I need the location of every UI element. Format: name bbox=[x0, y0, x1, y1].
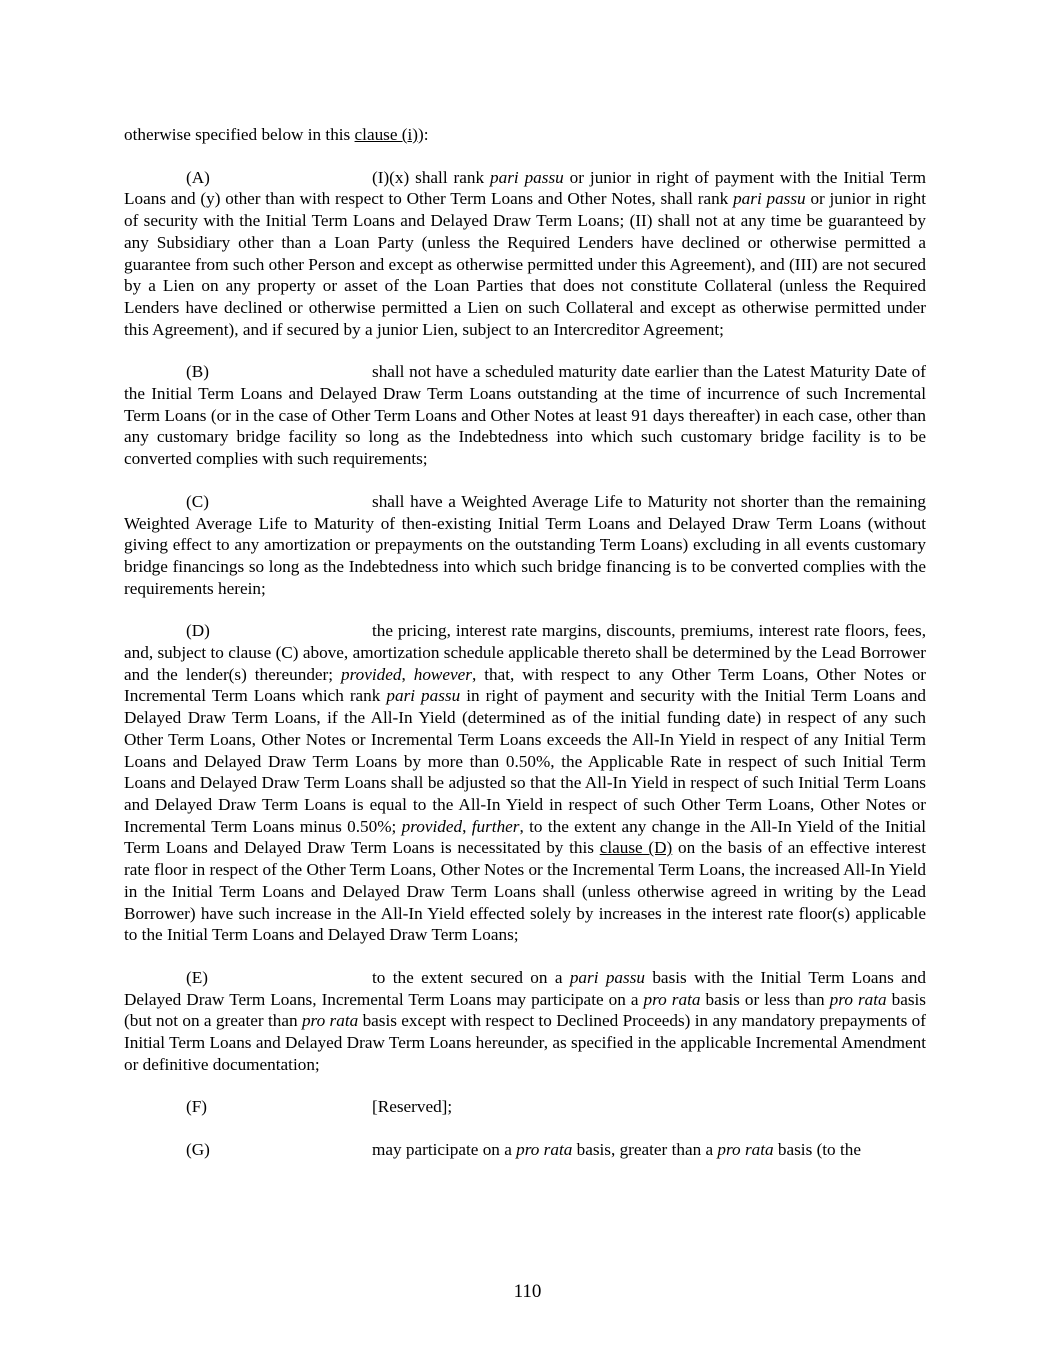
clause-e-italic: pari passu bbox=[569, 967, 645, 987]
clause-e-italic: pro rata bbox=[643, 989, 701, 1009]
clause-f bbox=[124, 1096, 926, 1118]
clause-f-label: (F) bbox=[186, 1097, 208, 1117]
clause-d bbox=[124, 620, 926, 946]
clause-a-text: or junior in right of payment with the Initial Term Loans and (y) other than with respect to Other Term Loans and Other Notes, shall rank bbox=[124, 167, 927, 209]
clause-a-label: (A) bbox=[186, 167, 210, 187]
clause-c bbox=[124, 491, 926, 600]
clause-c-label: (C) bbox=[186, 491, 209, 511]
clause-e-italic: pro rata bbox=[301, 1011, 359, 1031]
clause-d-text: , bbox=[462, 816, 472, 836]
clause-d-text: the pricing, interest rate margins, discounts, premiums, interest rate floors, fees, and, subject to clause (C) above, amortization schedule applicable thereto shall be determined by the Lead Borrower and the lender(s) thereunder; bbox=[124, 621, 926, 684]
clause-f-text: [Reserved]; bbox=[372, 1097, 453, 1117]
clause-e bbox=[124, 967, 926, 1076]
clause-e-label: (E) bbox=[186, 967, 208, 987]
clause-d-italic: however bbox=[413, 664, 472, 684]
clause-i-reference: clause (i) bbox=[354, 125, 419, 144]
clause-d-text: in right of payment and security with the Initial Term Loans and Delayed Draw Term Loans, if the All-In Yield (determined as of the initial funding date) in respect of any such Other Term Loans, Other Notes or Incremental Term Loans exceeds the All-In Yield in respect of any Initial Term Loans and Delayed Draw Term Loans by more than 0.50%, the Applicable Rate in respect of such Initial Term Loans and Delayed Draw Term Loans shall be adjusted so that the All-In Yield in respect of such Initial Term Loans and Delayed Draw Term Loans is equal to the All-In Yield in respect of such Other Term Loans, Other Notes or Incremental Term Loans minus 0.50%; bbox=[124, 686, 927, 836]
clause-e-text: basis (but not on a greater than bbox=[124, 989, 926, 1031]
clause-d-text: , that, with respect to any Other Term Loans, Other Notes or Incremental Term Loans which rank bbox=[124, 664, 927, 706]
clause-g-text: basis, greater than a bbox=[572, 1140, 718, 1160]
clause-d-text: , to the extent any change in the All-In Yield of the Initial Term Loans and Delayed Draw Term Loans is necessitated by this bbox=[124, 816, 927, 858]
clause-a-italic: pari passu bbox=[490, 167, 564, 187]
clause-d-italic: pari passu bbox=[386, 686, 461, 706]
clause-g-text: may participate on a bbox=[372, 1140, 517, 1160]
page-number: 110 bbox=[513, 1281, 542, 1302]
document-body bbox=[124, 124, 926, 1182]
clause-e-text: basis with the Initial Term Loans and Delayed Draw Term Loans, Incremental Term Loans may participate on a bbox=[124, 967, 926, 1009]
clause-a-italic: pari passu bbox=[733, 189, 806, 209]
clause-d-reference: clause (D) bbox=[599, 838, 673, 858]
clause-d-italic: provided bbox=[341, 664, 402, 684]
clause-d-text: on the basis of an effective interest rate floor in respect of the Other Term Loans, Other Notes or the Incremental Term Loans, the increased All-In Yield in the Initial Term Loans and Delayed Draw Term Loans shall (unless otherwise agreed in writing by the Lead Borrower) have such increase in the All-In Yield effected solely by increases in the interest rate floor(s) applicable to the Initial Term Loans and Delayed Draw Term Loans; bbox=[124, 838, 927, 945]
clause-b-text: shall not have a scheduled maturity date earlier than the Latest Maturity Date of the Initial Term Loans and Delayed Draw Term Loans outstanding at the time of incurrence of such Incremental Term Loans (or in the case of Other Term Loans and Other Notes at least 91 days thereafter) in each case, other than any customary bridge facility so long as the Indebtedness into which such customary bridge facility is to be converted complies with such requirements; bbox=[124, 362, 926, 469]
clause-c-text: shall have a Weighted Average Life to Maturity not shorter than the remaining Weighted Average Life to Maturity of then-existing Initial Term Loans and Delayed Draw Term Loans (without giving effect to any amortization or prepayments on the outstanding Term Loans) excluding in all events customary bridge financings so long as the Indebtedness into which such bridge financing is to be converted complies with the requirements herein; bbox=[124, 491, 926, 598]
clause-d-italic: provided bbox=[401, 816, 463, 836]
clause-g-italic: pro rata bbox=[516, 1140, 573, 1160]
clause-a bbox=[124, 167, 926, 341]
clause-g-text: basis (to the bbox=[773, 1140, 861, 1160]
clause-b-label: (B) bbox=[186, 362, 209, 382]
clause-b bbox=[124, 361, 926, 470]
intro-text: otherwise specified below in this bbox=[124, 125, 355, 144]
clause-e-text: basis or less than bbox=[700, 989, 830, 1009]
clause-e-text: basis except with respect to Declined Proceeds) in any mandatory prepayments of Initial Term Loans and Delayed Draw Term Loans hereunder, as specified in the applicable Incremental Amendment or definitive documentation; bbox=[124, 1011, 926, 1074]
clause-d-label: (D) bbox=[186, 621, 210, 641]
intro-text-end: ): bbox=[418, 125, 429, 144]
clause-g bbox=[124, 1139, 926, 1161]
clause-g-label: (G) bbox=[186, 1140, 210, 1160]
intro-paragraph bbox=[124, 124, 926, 146]
clause-g-italic: pro rata bbox=[717, 1140, 774, 1160]
clause-e-italic: pro rata bbox=[829, 989, 887, 1009]
clause-e-text: to the extent secured on a bbox=[372, 967, 570, 987]
clause-a-text: or junior in right of security with the Initial Term Loans and Delayed Draw Term Loans; (II) shall not at any time be guaranteed by any Subsidiary other than a Loan Party (unless the Required Lenders have declined or otherwise permitted a guarantee from such other Person and except as otherwise permitted under this Agreement), and (III) are not secured by a Lien on any property or asset of the Loan Parties that does not constitute Collateral (unless the Required Lenders have declined or otherwise permitted a Lien on such Collateral and except as otherwise permitted under this Agreement), and if secured by a junior Lien, subject to an Intercreditor Agreement; bbox=[124, 189, 926, 339]
clause-a-text: (I)(x) shall rank bbox=[372, 167, 490, 187]
clause-d-text: , bbox=[401, 664, 414, 684]
clause-d-italic: further bbox=[471, 816, 520, 836]
